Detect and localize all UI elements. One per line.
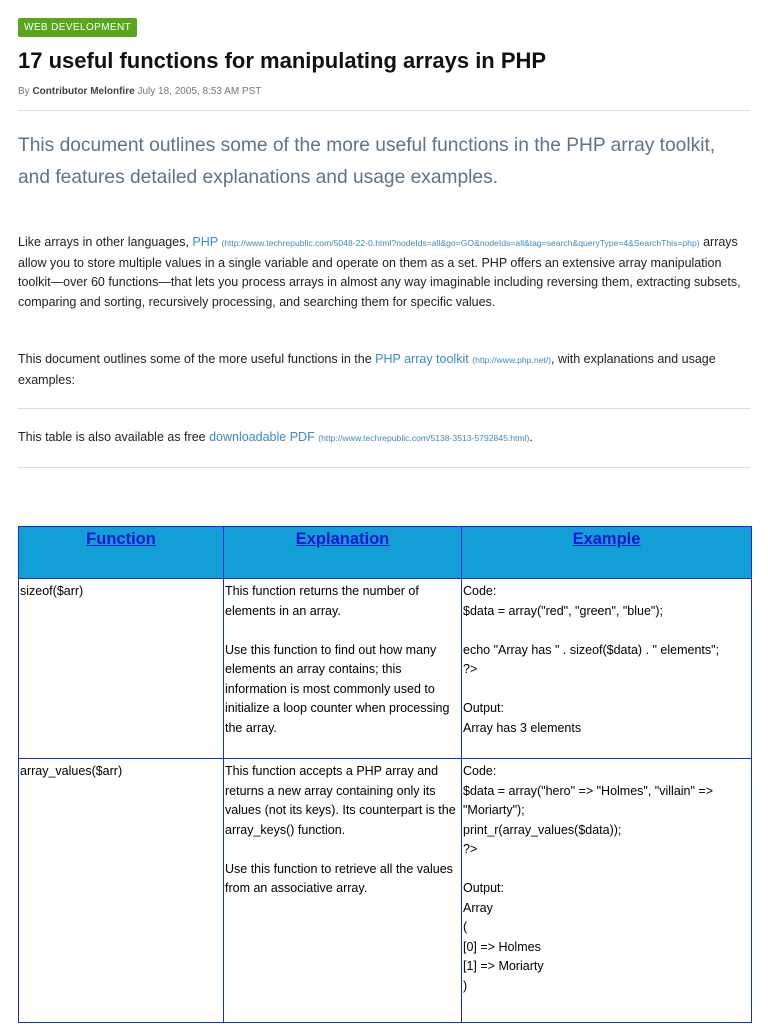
output-label: Output: xyxy=(463,881,504,895)
paragraph-text: Like arrays in other languages, xyxy=(18,235,189,249)
divider xyxy=(18,408,750,409)
output-line: ) xyxy=(463,978,468,993)
divider xyxy=(18,110,750,111)
article-lead: This document outlines some of the more useful functions in the PHP array toolkit, and features detailed explanations and usage examples. xyxy=(18,135,716,188)
output-line: [1] => Moriarty xyxy=(463,959,544,973)
code-line: echo "Array has " . sizeof($data) . " elements"; xyxy=(463,642,720,657)
code-line xyxy=(463,621,750,641)
php-link[interactable]: PHP xyxy=(192,235,218,249)
example-cell xyxy=(462,579,752,759)
paragraph-text: This document outlines some of the more useful functions in the xyxy=(18,352,372,366)
code-line: $data = array("hero" => "Holmes", "villain" => "Moriarty"); xyxy=(463,783,714,817)
paragraph-pdf xyxy=(18,428,753,449)
code-line: print_r(array_values($data)); xyxy=(463,822,622,837)
author-name[interactable]: Contributor Melonfire xyxy=(32,86,135,97)
pdf-link-url: (http://www.techrepublic.com/5138-3513-5792845.html) xyxy=(318,433,530,443)
function-cell xyxy=(19,759,224,1023)
paragraph-intro xyxy=(18,233,753,312)
code-line: $data = array("red", "green", "blue"); xyxy=(463,603,663,618)
function-name: sizeof($arr) xyxy=(20,584,84,598)
explanation-text: This function accepts a PHP array and returns a new array containing only its values (not its keys). Its counterpart is the array_keys() function. xyxy=(225,764,456,837)
byline xyxy=(18,86,261,97)
publish-date: July 18, 2005, 8:53 AM PST xyxy=(137,86,262,97)
php-link-url: (http://www.techrepublic.com/5048-22-0.html?nodeIds=all&go=GO&nodeIds=all&tag=search&queryType=4&SearchThis=php) xyxy=(221,238,700,248)
explanation-text: This function returns the number of elements in an array. xyxy=(225,584,419,618)
output-line: [0] => Holmes xyxy=(463,939,541,954)
explanation-text: Use this function to retrieve all the values from an associative array. xyxy=(225,861,453,895)
table-row xyxy=(19,759,752,1023)
category-badge[interactable]: WEB DEVELOPMENT xyxy=(18,18,137,37)
output-line: Array has 3 elements xyxy=(463,720,582,735)
code-line: ?> xyxy=(463,842,478,856)
explanation-cell xyxy=(224,759,462,1023)
function-name: array_values($arr) xyxy=(20,764,123,778)
header-explanation-link[interactable]: Explanation xyxy=(295,530,390,548)
code-label: Code: xyxy=(463,584,497,598)
paragraph-text: arrays allow you to store multiple values in a single variable and operate on them as a set. PHP offers an extensive array manipulation toolkit—over 60 functions—that lets you process arrays in almost any way imaginable including reversing them, extracting subsets, comparing and sorting, recursively processing, and searching them for specific values. xyxy=(18,235,741,309)
header-function xyxy=(19,527,224,579)
paragraph-text: , with explanations and usage examples: xyxy=(18,352,716,387)
header-example xyxy=(462,527,752,579)
header-function-link[interactable]: Function xyxy=(86,530,156,548)
code-label: Code: xyxy=(463,764,497,778)
header-explanation xyxy=(224,527,462,579)
example-cell xyxy=(462,759,752,1023)
paragraph-overview xyxy=(18,350,753,390)
table-header-row xyxy=(19,527,752,579)
output-label: Output: xyxy=(463,701,504,715)
code-line: ?> xyxy=(463,662,478,676)
byline-prefix: By xyxy=(18,86,30,97)
downloadable-pdf-link[interactable]: downloadable PDF xyxy=(209,430,315,444)
php-array-toolkit-link[interactable]: PHP array toolkit xyxy=(375,352,469,366)
function-cell xyxy=(19,579,224,759)
functions-table xyxy=(18,526,752,1023)
php-array-toolkit-url: (http://www.php.net/) xyxy=(472,355,552,365)
article-headline: 17 useful functions for manipulating arrays in PHP xyxy=(18,48,547,73)
output-line: ( xyxy=(463,920,468,934)
output-line: Array xyxy=(463,900,493,915)
table-row xyxy=(19,579,752,759)
paragraph-text: This table is also available as free xyxy=(18,430,206,444)
explanation-text: Use this function to find out how many elements an array contains; this information is most commonly used to initialize a loop counter when processing the array. xyxy=(225,642,450,735)
paragraph-text: . xyxy=(529,430,533,444)
header-example-link[interactable]: Example xyxy=(572,530,641,548)
explanation-cell xyxy=(224,579,462,759)
divider xyxy=(18,467,750,468)
